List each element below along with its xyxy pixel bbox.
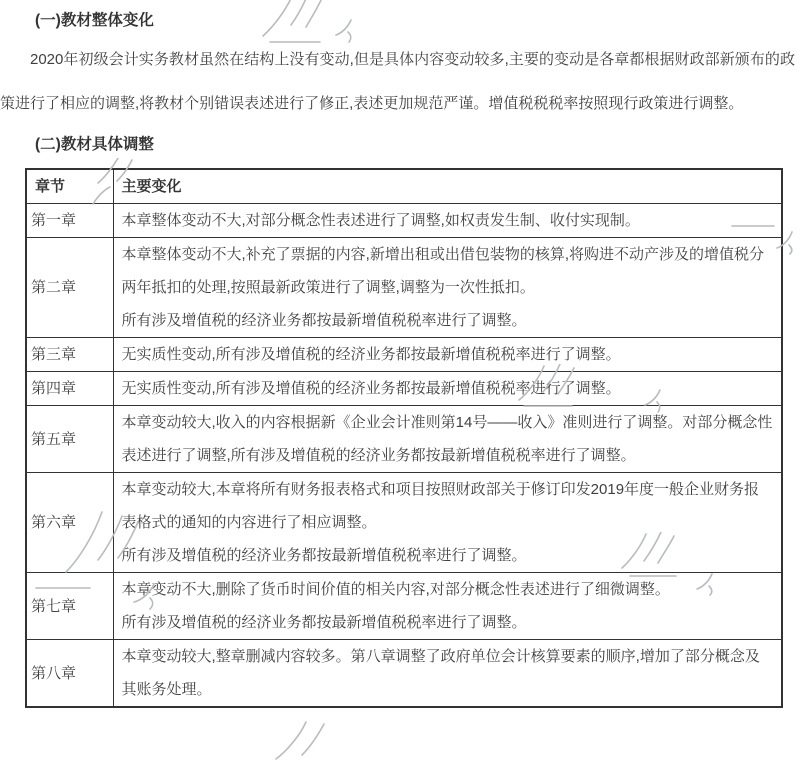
- change-text: 所有涉及增值税的经济业务都按最新增值税税率进行了调整。: [121, 614, 527, 631]
- changes-cell: [113, 640, 782, 708]
- table-row: [26, 473, 782, 573]
- changes-cell: [113, 338, 782, 372]
- chapter-cell: 第七章: [26, 573, 113, 640]
- chapter-cell: 第八章: [26, 640, 113, 708]
- chapter-cell: 第三章: [26, 338, 113, 372]
- table-row: [26, 640, 782, 708]
- change-text: 无实质性变动,所有涉及增值税的经济业务都按最新增值税税率进行了调整。: [121, 380, 621, 397]
- change-text: 本章变动较大,本章将所有财务报表格式和项目按照财政部关于修订印发2019年度一般企业财务报表格式的通知的内容进行了相应调整。: [121, 481, 760, 531]
- change-text: 本章整体变动不大,补充了票据的内容,新增出租或出借包装物的核算,将购进不动产涉及的增值税分两年抵扣的处理,按照最新政策进行了调整,调整为一次性抵扣。: [121, 246, 765, 296]
- section-heading-specific-adjustments: (二)教材具体调整: [35, 136, 154, 153]
- table-row: [26, 406, 782, 473]
- changes-cell: [113, 406, 782, 473]
- table-row: [26, 573, 782, 640]
- change-text: 无实质性变动,所有涉及增值税的经济业务都按最新增值税税率进行了调整。: [121, 346, 621, 363]
- chapter-cell: 第六章: [26, 473, 113, 573]
- chapter-cell: 第五章: [26, 406, 113, 473]
- changes-cell: [113, 473, 782, 573]
- change-text: 本章变动较大,整章删减内容较多。第八章调整了政府单位会计核算要素的顺序,增加了部分概念及其账务处理。: [121, 648, 760, 698]
- change-text: 所有涉及增值税的经济业务都按最新增值税税率进行了调整。: [121, 312, 527, 329]
- changes-cell: [113, 238, 782, 338]
- column-header-chapter: 章节: [26, 169, 113, 204]
- chapter-cell: 第二章: [26, 238, 113, 338]
- chapter-cell: 第一章: [26, 204, 113, 238]
- changes-cell: [113, 573, 782, 640]
- table-row: [26, 204, 782, 238]
- table-header-row: [26, 169, 782, 204]
- section-heading-overall-changes: (一)教材整体变化: [35, 12, 154, 29]
- change-text: 所有涉及增值税的经济业务都按最新增值税税率进行了调整。: [121, 547, 527, 564]
- changes-cell: [113, 372, 782, 406]
- intro-paragraph: 2020年初级会计实务教材虽然在结构上没有变动,但是具体内容变动较多,主要的变动是各章都根据财政部新颁布的政策进行了相应的调整,将教材个别错误表述进行了修正,表述更加规范严谨。增值税税税率按照现行政策进行调整。: [0, 51, 795, 112]
- changes-cell: [113, 204, 782, 238]
- changes-table-body: [26, 204, 782, 708]
- chapter-cell: 第四章: [26, 372, 113, 406]
- column-header-main-changes: 主要变化: [113, 169, 782, 204]
- chapter-changes-table: [25, 168, 783, 708]
- table-row: [26, 238, 782, 338]
- watermark-scribble-icon: [272, 720, 342, 761]
- table-row: [26, 372, 782, 406]
- change-text: 本章变动不大,删除了货币时间价值的相关内容,对部分概念性表述进行了细微调整。: [121, 581, 670, 598]
- change-text: 本章变动较大,收入的内容根据新《企业会计准则第14号——收入》准则进行了调整。对部分概念性表述进行了调整,所有涉及增值税的经济业务都按最新增值税税率进行了调整。: [121, 414, 773, 464]
- change-text: 本章整体变动不大,对部分概念性表述进行了调整,如权责发生制、收付实现制。: [121, 212, 640, 229]
- table-row: [26, 338, 782, 372]
